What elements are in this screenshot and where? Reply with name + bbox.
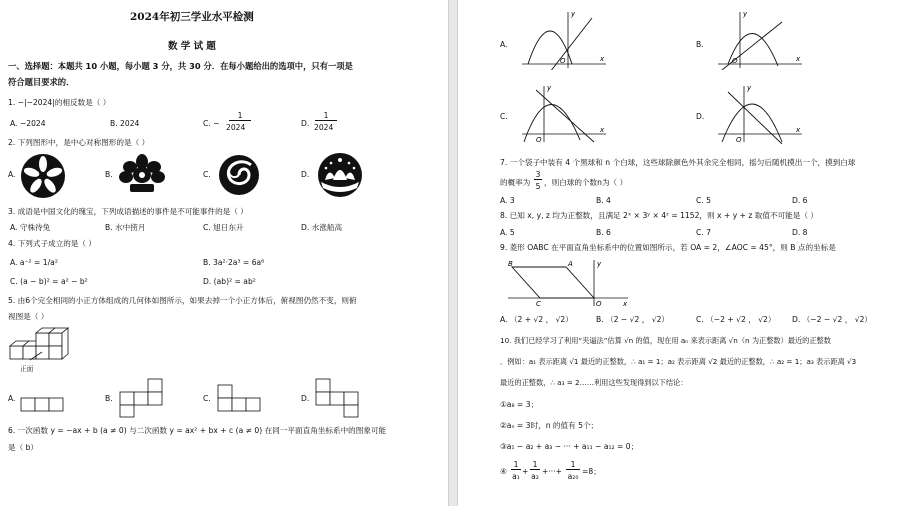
q4-option-a: A. a⁻² = 1/a² — [10, 258, 58, 267]
q6a-o-label: O — [560, 57, 566, 65]
q10-stem-line3: 最近的正整数，∴ a₃ = 2……利用这些发现得到以下结论： — [500, 378, 688, 387]
q6b-o-label: O — [732, 57, 738, 65]
q9-axis-y: y — [597, 260, 602, 268]
q1-d-frac-num: 1 — [315, 111, 337, 121]
q6-option-b: B. — [696, 40, 704, 49]
q6d-o-label: O — [736, 136, 742, 144]
q9-option-c: C. （−2 + √2 ， √2） — [696, 315, 776, 324]
page-left — [0, 0, 448, 506]
q6-option-a: A. — [500, 40, 508, 49]
q4-option-b: B. 3a²·2a³ = 6a⁶ — [203, 258, 265, 267]
q10-statement-4-result: =8； — [582, 467, 601, 476]
q6-option-d: D. — [696, 112, 705, 121]
q10-f1-num: 1 — [511, 460, 521, 470]
q5-front-label: 正面 — [20, 365, 34, 373]
hongkong-emblem-image — [20, 153, 66, 199]
exam-title: 2024年初三学业水平检测 — [130, 11, 254, 23]
q2-option-a: A. — [8, 170, 16, 179]
q3-option-a: A. 守株待兔 — [10, 223, 51, 232]
page-right — [458, 0, 900, 506]
q8-option-b: B. 6 — [596, 228, 611, 237]
macau-emblem-image — [313, 152, 367, 198]
q9-stem: 9. 菱形 OABC 在平面直角坐标系中的位置如图所示，若 OA = 2，∠AOC = 45°，则 B 点的坐标是 — [500, 243, 836, 252]
q7-option-c: C. 5 — [696, 196, 711, 205]
q1-option-a: A. −2024 — [10, 119, 46, 128]
q5-view-b — [118, 378, 164, 418]
q6b-x-label: x — [796, 55, 801, 63]
exam-subtitle: 数 学 试 题 — [168, 41, 216, 52]
q5-option-c: C. — [203, 394, 211, 403]
q10-f3-num: 1 — [566, 460, 580, 470]
q1-option-c: C. − — [203, 119, 220, 128]
q4-option-d: D. (ab)² = ab² — [203, 277, 256, 286]
q9-axis-x: x — [623, 300, 628, 308]
q10-f2-num: 1 — [530, 460, 540, 470]
q6-option-c: C. — [500, 112, 508, 121]
q1-d-frac-den: 2024 — [314, 123, 334, 132]
q6c-x-label: x — [600, 126, 605, 134]
q9-point-c: C — [536, 300, 541, 308]
q6d-x-label: x — [796, 126, 801, 134]
section-heading: 一、选择题：本题共 10 小题，每小题 3 分，共 30 分．在每小题给出的选项中，只有一项是 — [8, 61, 353, 71]
q9-point-a: A — [568, 260, 573, 268]
q9-point-b: B — [508, 260, 513, 268]
q7-stem-prob: 的概率为 — [500, 178, 531, 187]
q7-frac-den: 5 — [535, 182, 541, 191]
page-gutter — [448, 0, 458, 506]
q5-option-b: B. — [105, 394, 113, 403]
q3-option-d: D. 水涨船高 — [301, 223, 343, 232]
q10-stem-line1: 10. 我们已经学习了利用“夹逼法”估算 √n 的值，现在用 aₙ 来表示距离 √n（n 为正整数）最近的正整数 — [500, 336, 831, 345]
q1-c-frac-num: 1 — [229, 111, 251, 121]
q10-plus-1: + — [522, 467, 529, 476]
flower-emblem-image — [116, 153, 168, 193]
q6-graph-a — [520, 8, 610, 70]
rhombus-figure — [506, 258, 632, 308]
q10-f1-den: a₁ — [512, 472, 520, 481]
q6d-y-label: y — [747, 84, 752, 92]
q7-option-a: A. 3 — [500, 196, 515, 205]
q1-option-b: B. 2024 — [110, 119, 140, 128]
q10-statement-2: ②aₙ = 3时，n 的值有 5个； — [500, 421, 599, 430]
q5-view-d — [314, 378, 362, 418]
q3-option-c: C. 旭日东升 — [203, 223, 244, 232]
q7-frac-num: 3 — [535, 170, 541, 179]
q8-stem: 8. 已知 x, y, z 均为正整数，且满足 2ˣ × 3ʸ × 4ᶻ = 1152，则 x + y + z 取值不可能是（ ） — [500, 211, 818, 220]
q6a-y-label: y — [571, 10, 576, 18]
q10-stem-line2: ．例如：a₁ 表示距离 √1 最近的正整数，∴ a₁ = 1；a₂ 表示距离 √2 最近的正整数，∴ a₂ = 1；a₃ 表示距离 √3 — [500, 357, 857, 366]
q3-stem: 3. 成语是中国文化的瑰宝，下列成语描述的事件是不可能事件的是（ ） — [8, 207, 248, 216]
q7-stem-line1: 7. 一个袋子中装有 4 个黑球和 n 个白球，这些球除颜色外其余完全相同，摇匀后随机摸出一个，摸到白球 — [500, 158, 856, 167]
q2-stem: 2. 下列图形中，是中心对称图形的是（ ） — [8, 138, 150, 147]
q6-graph-d — [716, 82, 806, 144]
q7-option-d: D. 6 — [792, 196, 808, 205]
q10-f2-den: a₂ — [531, 472, 539, 481]
q10-statement-4-mark: ④ — [500, 467, 507, 476]
q8-option-d: D. 8 — [792, 228, 808, 237]
q4-stem: 4. 下列式子成立的是（ ） — [8, 239, 97, 248]
q6c-y-label: y — [547, 84, 552, 92]
q9-option-a: A. （2 + √2 ， √2） — [500, 315, 573, 324]
q5-stem-line2: 视图是（ ） — [8, 312, 49, 321]
swirl-logo-image — [215, 153, 263, 197]
q1-c-frac-den: 2024 — [226, 123, 246, 132]
q7-stem-rest: ，则白球的个数n为（ ） — [544, 178, 628, 187]
q2-option-c: C. — [203, 170, 211, 179]
q6-graph-c — [520, 82, 610, 144]
q10-statement-3: ③a₁ − a₂ + a₃ − ··· + a₁₁ − a₁₂ = 0； — [500, 442, 639, 451]
section-heading-2: 符合题目要求的． — [8, 77, 75, 87]
cube-solid-figure — [8, 324, 78, 364]
q5-stem-line1: 5. 由6个完全相同的小正方体组成的几何体如图所示，如果去掉一个小正方体后，俯视图仍然不变，则俯 — [8, 296, 357, 305]
q1-option-d: D. — [301, 119, 310, 128]
q3-option-b: B. 水中捞月 — [105, 223, 146, 232]
q10-dots: +···+ — [542, 467, 562, 476]
q5-option-d: D. — [301, 394, 310, 403]
q6-graph-b — [716, 8, 806, 70]
q5-view-a — [20, 386, 66, 412]
q4-option-c: C. (a − b)² = a² − b² — [10, 277, 88, 286]
q6-stem-line1: 6. 一次函数 y = −ax + b (a ≠ 0) 与二次函数 y = ax² + bx + c (a ≠ 0) 在同一平面直角坐标系中的图象可能 — [8, 426, 387, 435]
q6-stem-line2: 是（ b） — [8, 443, 39, 452]
q8-option-a: A. 5 — [500, 228, 515, 237]
q5-view-c — [216, 384, 262, 412]
q10-f3-den: a₂₀ — [567, 472, 579, 481]
q2-option-b: B. — [105, 170, 113, 179]
q6b-y-label: y — [743, 10, 748, 18]
q9-option-d: D. （−2 − √2 ， √2） — [792, 315, 873, 324]
q8-option-c: C. 7 — [696, 228, 711, 237]
q5-option-a: A. — [8, 394, 16, 403]
q10-statement-1: ①a₈ = 3； — [500, 400, 539, 409]
q6c-o-label: O — [536, 136, 542, 144]
q9-point-o: O — [596, 300, 602, 308]
q1-stem: 1. −|−2024|的相反数是（ ） — [8, 98, 111, 107]
q7-option-b: B. 4 — [596, 196, 611, 205]
q2-option-d: D. — [301, 170, 310, 179]
q6a-x-label: x — [600, 55, 605, 63]
q9-option-b: B. （2 − √2 ， √2） — [596, 315, 670, 324]
